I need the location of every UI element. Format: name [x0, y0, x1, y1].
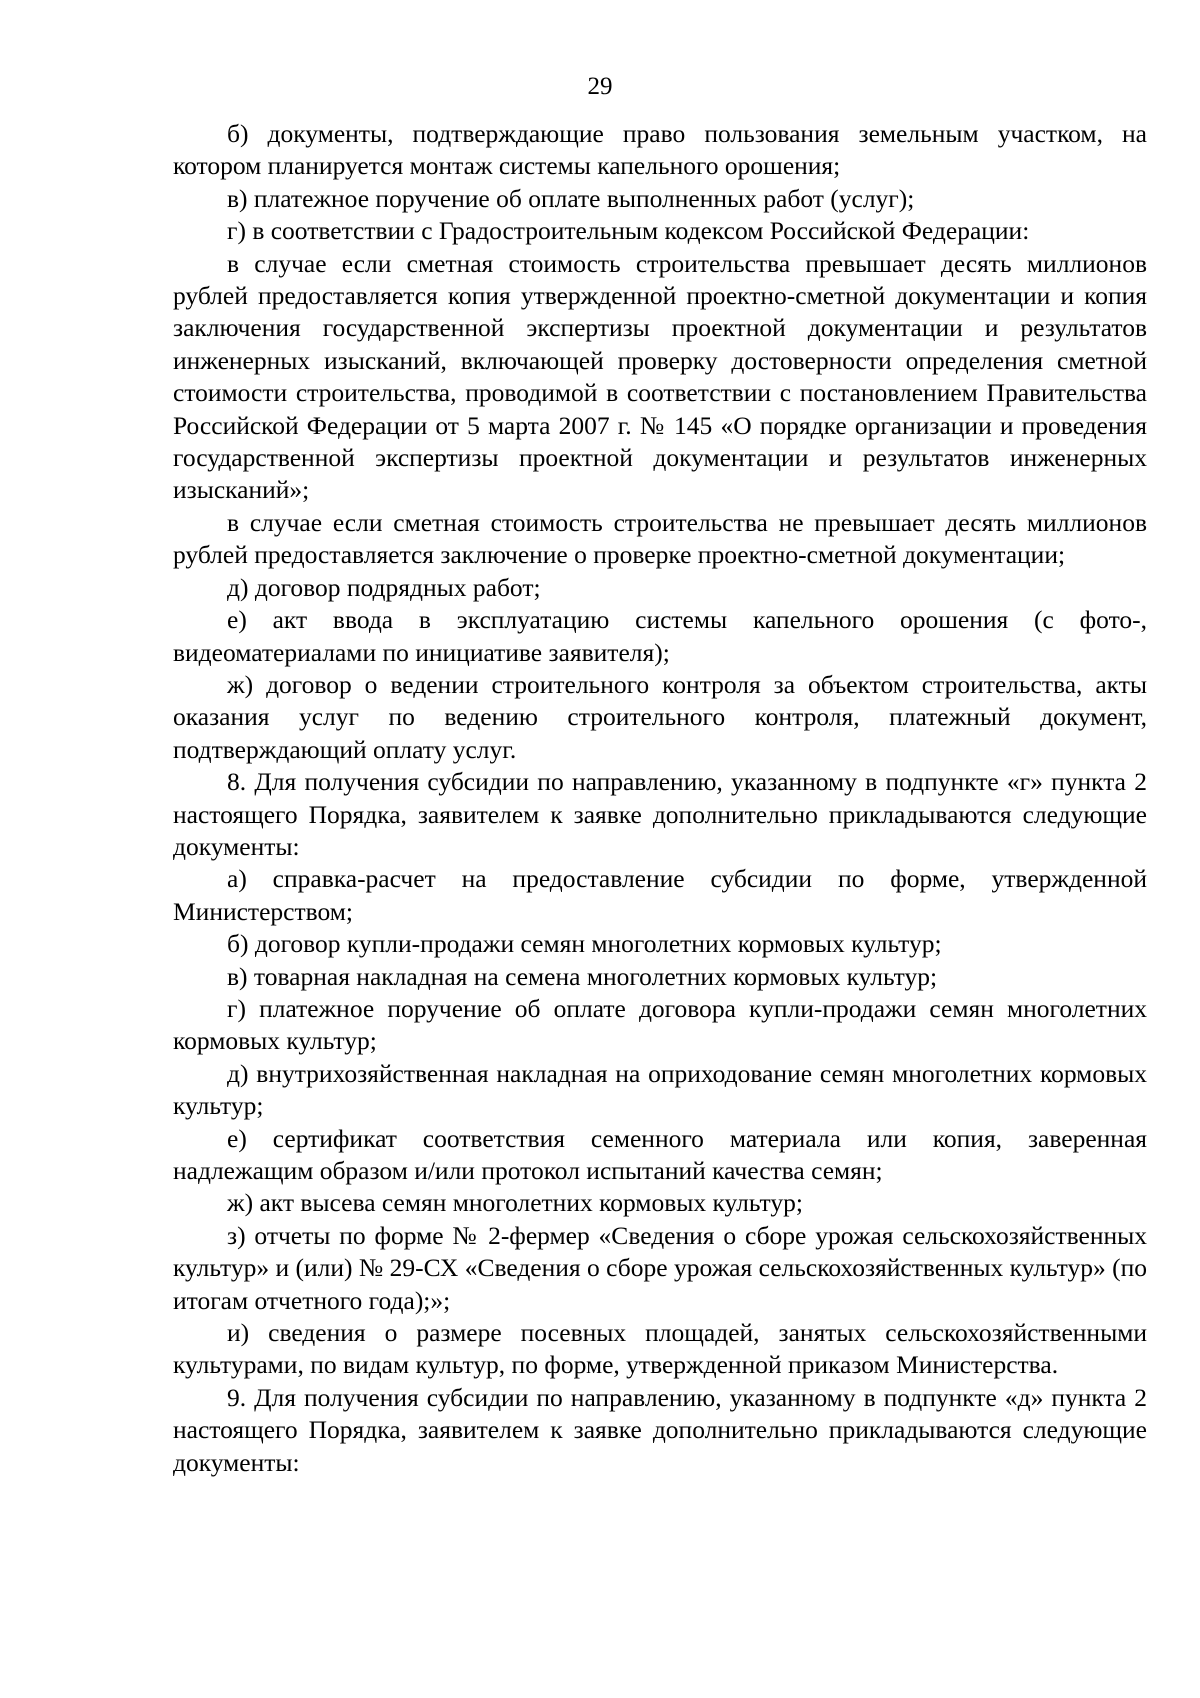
paragraph-8-item-a: а) справка-расчет на предоставление субсидии по форме, утвержденной Министерством; — [173, 864, 1147, 926]
paragraph-estimate-not-exceeds: в случае если сметная стоимость строительства не превышает десять миллионов рублей предоставляется заключение о проверке проектно-сметной документации; — [173, 507, 1147, 570]
paragraph-8-item-e: е) сертификат соответствия семенного материала или копия, заверенная надлежащим образом и/или протокол испытаний качества семян; — [173, 1123, 1147, 1185]
paragraph-section-8: 8. Для получения субсидии по направлению, указанному в подпункте «г» пункта 2 настоящего Порядка, заявителем к заявке дополнительно прикладываются следующие документы: — [173, 767, 1147, 861]
paragraph-item-e-commissioning-act: е) акт ввода в эксплуатацию системы капельного орошения (с фото-, видеоматериалами по инициативе заявителя); — [173, 605, 1147, 667]
paragraph-item-d-contract: д) договор подрядных работ; — [227, 572, 541, 602]
paragraph-section-9: 9. Для получения субсидии по направлению, указанному в подпункте «д» пункта 2 настоящего Порядка, заявителем к заявке дополнительно прикладываются следующие документы: — [173, 1382, 1147, 1477]
paragraph-8-item-b: б) договор купли-продажи семян многолетних кормовых культур; — [227, 929, 942, 959]
paragraph-8-item-d: д) внутрихозяйственная накладная на оприходование семян многолетних кормовых культур; — [173, 1058, 1147, 1121]
paragraph-8-item-zh: ж) акт высева семян многолетних кормовых культур; — [227, 1188, 803, 1218]
paragraph-item-v-payment-order: в) платежное поручение об оплате выполненных работ (услуг); — [227, 183, 915, 213]
paragraph-item-zh-construction-control: ж) договор о ведении строительного контроля за объектом строительства, акты оказания услуг по ведению строительного контроля, платежный документ, подтверждающий оплату услуг. — [173, 669, 1147, 764]
paragraph-item-b-land-documents: б) документы, подтверждающие право пользования земельным участком, на котором планируется монтаж системы капельного орошения; — [173, 119, 1147, 181]
paragraph-8-item-i: и) сведения о размере посевных площадей, занятых сельскохозяйственными культурами, по видам культур, по форме, утвержденной приказом Министерства. — [173, 1318, 1147, 1380]
document-body — [173, 118, 1147, 1479]
page-number: 29 — [587, 73, 613, 100]
paragraph-estimate-exceeds: в случае если сметная стоимость строительства превышает десять миллионов рублей предоставляется копия утвержденной проектно-сметной документации и копия заключения государственной экспертизы проектной документации и результатов инженерных изысканий, включающей проверку достоверности определения сметной стоимости строительства, проводимой в соответствии с постановлением Правительства Российской Федерации от 5 марта 2007 г. № 145 «О порядке организации и проведения государственной экспертизы проектной документации и результатов инженерных изысканий»; — [173, 248, 1147, 505]
paragraph-8-item-g: г) платежное поручение об оплате договора купли-продажи семян многолетних кормовых культур; — [173, 993, 1147, 1056]
paragraph-8-item-z: з) отчеты по форме № 2-фермер «Сведения о сборе урожая сельскохозяйственных культур» и (или) № 29-СХ «Сведения о сборе урожая сельскохозяйственных культур» (по итогам отчетного года);»; — [173, 1220, 1147, 1315]
paragraph-8-item-v: в) товарная накладная на семена многолетних кормовых культур; — [227, 961, 938, 991]
paragraph-item-g-urban-code: г) в соответствии с Градостроительным кодексом Российской Федерации: — [227, 216, 1030, 246]
